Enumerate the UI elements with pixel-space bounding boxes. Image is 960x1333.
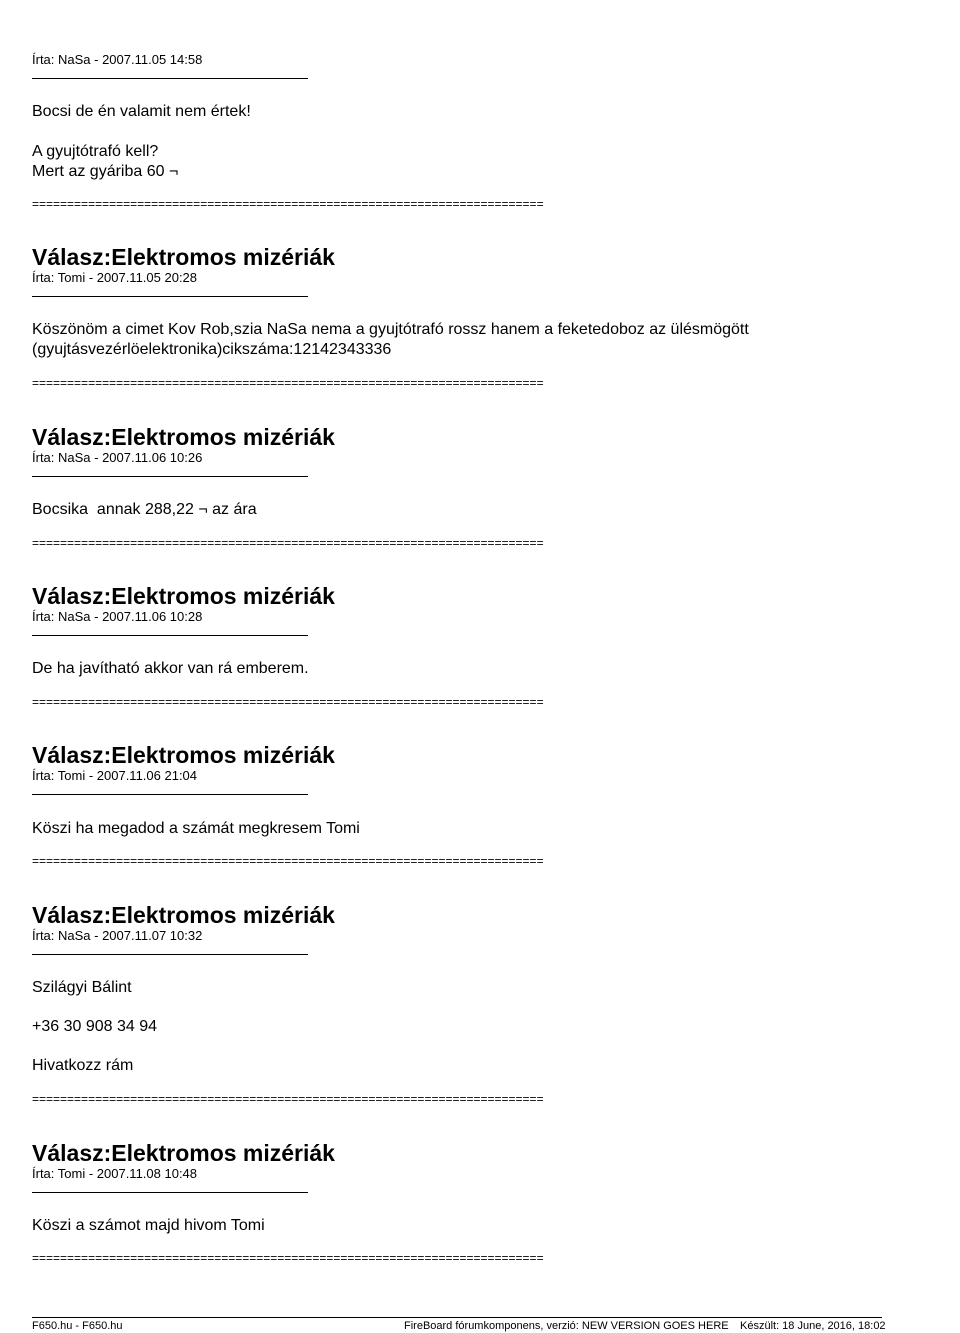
post-paragraph: +36 30 908 34 94 xyxy=(32,1018,158,1035)
post-body xyxy=(32,1017,932,1037)
post-body xyxy=(32,659,932,679)
post-body xyxy=(32,142,932,182)
forum-post xyxy=(32,902,932,955)
post-meta: Írta: NaSa - 2007.11.06 10:26 xyxy=(32,450,203,465)
post-paragraph: Hivatkozz rám xyxy=(32,1057,134,1074)
post-body xyxy=(32,1056,932,1076)
post-title: Válasz:Elektromos mizériák xyxy=(32,583,335,609)
forum-post xyxy=(32,424,932,477)
forum-post xyxy=(32,52,932,79)
post-title: Válasz:Elektromos mizériák xyxy=(32,902,335,928)
post-divider-line xyxy=(32,296,308,297)
forum-post xyxy=(32,1140,932,1193)
post-title: Válasz:Elektromos mizériák xyxy=(32,1140,335,1166)
post-separator: ========================================================================= xyxy=(32,854,544,868)
post-body xyxy=(32,102,932,122)
post-paragraph: Köszönöm a cimet Kov Rob,szia NaSa nema a gyujtótrafó rossz hanem a feketedoboz az ülésmögött xyxy=(32,321,749,338)
post-separator: ========================================================================= xyxy=(32,695,544,709)
forum-post xyxy=(32,244,932,297)
forum-post xyxy=(32,583,932,636)
post-meta: Írta: NaSa - 2007.11.06 10:28 xyxy=(32,609,203,624)
post-divider-line xyxy=(32,476,308,477)
post-paragraph: Mert az gyáriba 60 ¬ xyxy=(32,163,179,180)
page-footer xyxy=(32,1317,886,1332)
post-divider-line xyxy=(32,794,308,795)
post-body xyxy=(32,500,932,520)
post-paragraph: A gyujtótrafó kell? xyxy=(32,143,159,160)
post-body xyxy=(32,819,932,839)
post-meta: Írta: Tomi - 2007.11.06 21:04 xyxy=(32,768,198,783)
post-divider-line xyxy=(32,1192,308,1193)
post-divider-line xyxy=(32,78,308,79)
post-title: Válasz:Elektromos mizériák xyxy=(32,244,335,270)
post-separator: ========================================================================= xyxy=(32,1251,544,1265)
post-title: Válasz:Elektromos mizériák xyxy=(32,424,335,450)
post-body xyxy=(32,320,932,360)
post-paragraph: De ha javítható akkor van rá emberem. xyxy=(32,660,309,677)
footer-generated-date: Készült: 18 June, 2016, 18:02 xyxy=(740,1320,886,1332)
post-meta: Írta: Tomi - 2007.11.05 20:28 xyxy=(32,270,198,285)
forum-post xyxy=(32,742,932,795)
post-meta: Írta: NaSa - 2007.11.05 14:58 xyxy=(32,52,203,67)
post-meta: Írta: Tomi - 2007.11.08 10:48 xyxy=(32,1166,198,1181)
post-paragraph: Köszi ha megadod a számát megkresem Tomi xyxy=(32,820,360,837)
post-divider-line xyxy=(32,954,308,955)
post-separator: ========================================================================= xyxy=(32,1092,544,1106)
post-body xyxy=(32,978,932,998)
post-title: Válasz:Elektromos mizériák xyxy=(32,742,335,768)
post-meta: Írta: NaSa - 2007.11.07 10:32 xyxy=(32,928,203,943)
footer-software-credit: FireBoard fórumkomponens, verzió: NEW VERSION GOES HERE xyxy=(404,1320,729,1332)
post-paragraph: Köszi a számot majd hivom Tomi xyxy=(32,1217,265,1234)
footer-site-name: F650.hu - F650.hu xyxy=(32,1320,123,1332)
post-separator: ========================================================================= xyxy=(32,197,544,211)
post-paragraph: Bocsika annak 288,22 ¬ az ára xyxy=(32,501,257,518)
post-paragraph: Bocsi de én valamit nem értek! xyxy=(32,103,251,120)
post-body xyxy=(32,1216,932,1236)
post-separator: ========================================================================= xyxy=(32,376,544,390)
post-divider-line xyxy=(32,635,308,636)
post-paragraph: Szilágyi Bálint xyxy=(32,979,132,996)
post-paragraph: (gyujtásvezérlöelektronika)cikszáma:12142343336 xyxy=(32,341,392,358)
post-separator: ========================================================================= xyxy=(32,536,544,550)
